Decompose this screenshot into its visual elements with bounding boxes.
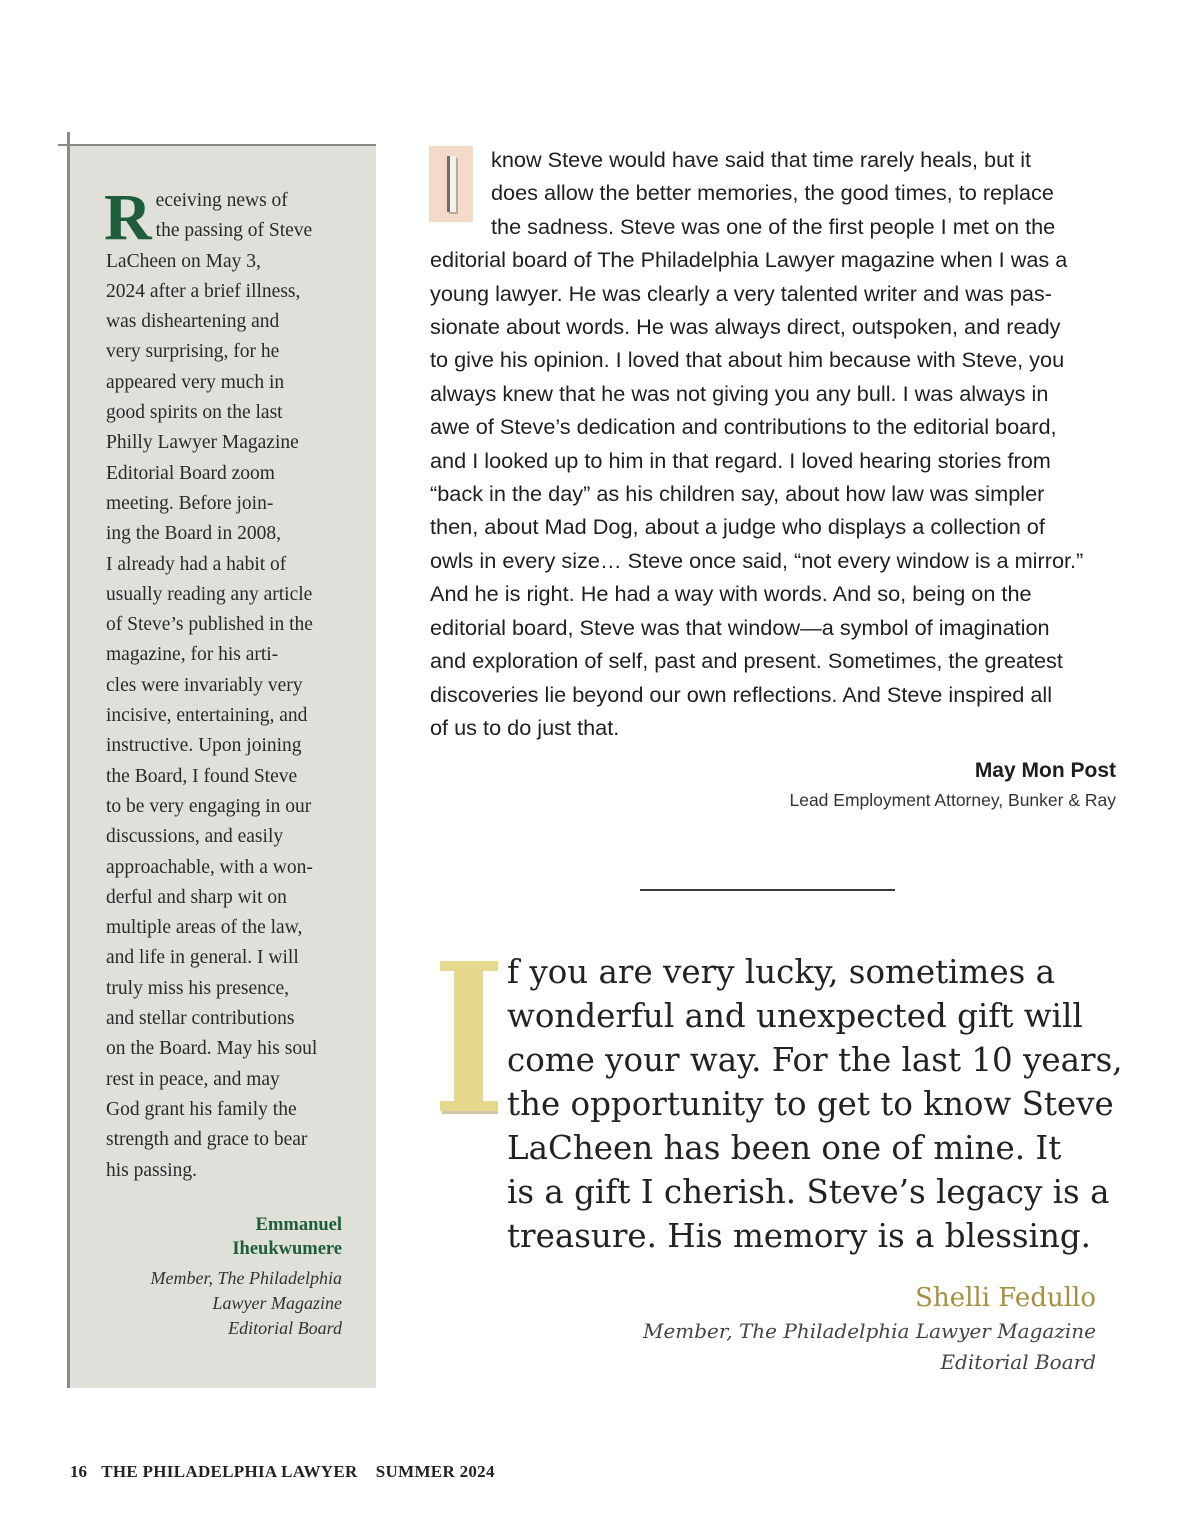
sidebar-line: the passing of Steve [155,220,313,242]
main-signature [600,756,1116,814]
sidebar-line: usually reading any article [106,583,313,605]
sidebar-top-rule [58,144,376,146]
sidebar-author-role [106,1266,342,1341]
main-author-name: May Mon Post [974,759,1116,782]
sidebar-line: and life in general. I will [106,947,299,969]
quote-dropcap [440,961,498,1111]
sidebar-line: on the Board. May his soul [106,1038,318,1060]
sidebar-line: discussions, and easily [106,826,284,848]
main-line: discoveries lie beyond our own reflections. And Steve inspired all [430,681,1053,707]
sidebar-line: was disheartening and [106,311,280,333]
main-line: the sadness. Steve was one of the first people I met on the [491,213,1056,239]
main-line: “back in the day” as his children say, about how law was simpler [430,481,1045,507]
sidebar-line: multiple areas of the law, [106,917,303,939]
quote-line: is a gift I cherish. Steve’s legacy is a [507,1173,1110,1211]
sidebar-line: magazine, for his arti- [106,644,279,666]
quote-line: come your way. For the last 10 years, [507,1041,1123,1079]
quote-line: treasure. His memory is a blessing. [507,1217,1092,1255]
main-article-text [430,143,1120,744]
sidebar-signature [106,1213,342,1341]
sidebar-line: very surprising, for he [106,341,280,363]
main-line: editorial board of The Philadelphia Lawyer magazine when I was a [430,247,1068,273]
main-line: young lawyer. He was clearly a very talented writer and was pas- [430,280,1052,306]
sidebar-line: LaCheen on May 3, [106,250,261,272]
quote-author-role [560,1316,1096,1378]
main-line: to give his opinion. I loved that about him because with Steve, you [430,347,1065,373]
publication-name: THE PHILADELPHIA LAWYER [101,1462,358,1481]
quote-dropcap-stem [454,961,483,1111]
sidebar-line: derful and sharp wit on [106,886,287,908]
sidebar-dropcap: R [104,181,152,254]
quote-line: wonderful and unexpected gift will [507,997,1083,1035]
sidebar-line: instructive. Upon joining [106,735,302,757]
sidebar-line: Editorial Board zoom [106,462,275,484]
main-line: and exploration of self, past and present. Sometimes, the greatest [430,648,1063,674]
sidebar-line: I already had a habit of [106,553,287,575]
sidebar-line: good spirits on the last [106,402,283,424]
main-line: always knew that he was not giving you any bull. I was always in [430,380,1049,406]
page-footer [70,1462,495,1482]
sidebar-line: ing the Board in 2008, [106,523,281,545]
quote-signature [560,1280,1096,1378]
quote-author-role-line: Editorial Board [940,1350,1096,1374]
main-line: And he is right. He had a way with words. And so, being on the [430,581,1032,607]
main-line: editorial board, Steve was that window—a symbol of imagination [430,614,1050,640]
main-author-role: Lead Employment Attorney, Bunker & Ray [789,790,1116,810]
sidebar-line: his passing. [106,1159,198,1181]
sidebar-author-name: Iheukwumere [232,1239,342,1259]
sidebar-author-role-line: Lawyer Magazine [212,1293,342,1313]
page-number: 16 [70,1462,87,1481]
main-line: and I looked up to him in that regard. I loved hearing stories from [430,447,1051,473]
main-line: of us to do just that. [430,714,620,740]
sidebar-line: strength and grace to bear [106,1129,308,1151]
section-divider [640,889,895,891]
sidebar-text [104,181,346,1186]
sidebar-line: meeting. Before join- [106,492,274,514]
sidebar-line: truly miss his presence, [106,977,290,999]
quote-line: the opportunity to get to know Steve [507,1085,1114,1123]
quote-dropcap-serif [440,961,498,971]
quote-dropcap-serif [440,1101,498,1111]
sidebar-author-role-line: Member, The Philadelphia [150,1268,342,1288]
sidebar-line: Philly Lawyer Magazine [106,432,299,454]
sidebar-left-rule [67,132,70,1388]
sidebar-line: eceiving news of [155,190,288,211]
quote-author-role-line: Member, The Philadelphia Lawyer Magazine [642,1319,1096,1343]
sidebar-line: approachable, with a won- [106,856,313,878]
main-line: then, about Mad Dog, about a judge who displays a collection of [430,514,1045,540]
quote-line: LaCheen has been one of mine. It [507,1129,1062,1167]
main-line: know Steve would have said that time rarely heals, but it [491,147,1032,172]
quote-author-name: Shelli Fedullo [915,1283,1096,1313]
sidebar-line: 2024 after a brief illness, [106,280,301,302]
sidebar-line: rest in peace, and may [106,1068,280,1090]
quote-text [507,950,1123,1258]
main-line: does allow the better memories, the good times, to replace [491,180,1054,206]
sidebar-line: of Steve’s published in the [106,614,313,636]
quote-line: f you are very lucky, sometimes a [507,953,1055,991]
sidebar-author-role-line: Editorial Board [228,1318,342,1338]
sidebar-line: and stellar contributions [106,1008,295,1030]
main-line: owls in every size… Steve once said, “not every window is a mirror.” [430,547,1084,573]
issue-label: SUMMER 2024 [375,1462,495,1481]
sidebar-line: cles were invariably very [106,674,303,696]
sidebar-line: incisive, entertaining, and [106,705,308,727]
main-line: awe of Steve’s dedication and contributions to the editorial board, [430,414,1057,440]
sidebar-line: appeared very much in [106,371,285,393]
sidebar-line: to be very engaging in our [106,795,312,817]
sidebar-line: the Board, I found Steve [106,765,298,787]
sidebar-author-name: Emmanuel [255,1215,342,1235]
sidebar-line: God grant his family the [106,1098,297,1120]
main-line: sionate about words. He was always direct, outspoken, and ready [430,314,1061,340]
